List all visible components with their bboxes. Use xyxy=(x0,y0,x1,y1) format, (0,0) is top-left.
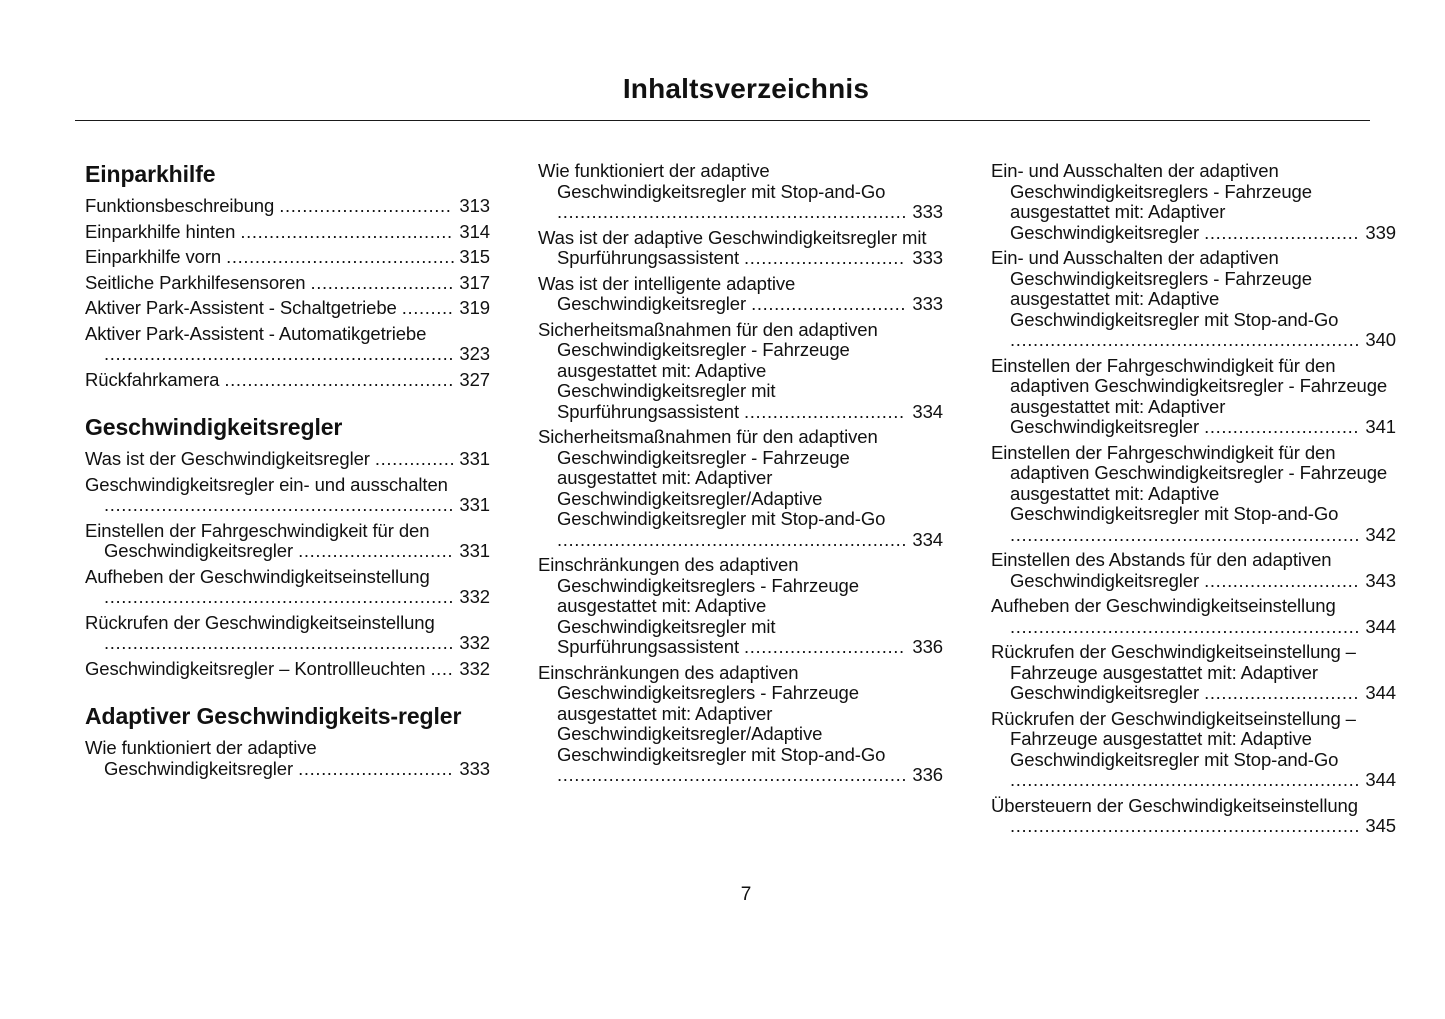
dot-leader: ............................................................. xyxy=(1010,523,1361,545)
dot-leader: ........................... xyxy=(751,293,907,314)
toc-entry xyxy=(538,554,943,658)
dot-leader: ............................................................. xyxy=(557,764,908,785)
dot-leader: ............................................................. xyxy=(1010,329,1361,350)
toc-entry xyxy=(85,448,490,470)
toc-entry xyxy=(991,707,1396,791)
entry-title: Ein- und Ausschalten der adaptiven Geschwindigkeitsreglers - Fahrzeuge ausgestattet mit: Adaptiver Geschwindigkeitsregler xyxy=(991,160,1312,243)
dot-leader: ........................... xyxy=(1204,221,1360,243)
toc-entry xyxy=(85,220,490,243)
entry-page-number: 331 xyxy=(459,494,490,515)
entry-page-number: 331 xyxy=(459,540,490,561)
entry-page-number: 317 xyxy=(459,271,490,293)
entry-page-number: 340 xyxy=(1365,329,1396,350)
toc-entry xyxy=(85,611,490,654)
entry-title: Sicherheitsmaßnahmen für den adaptiven Geschwindigkeitsregler - Fahrzeuge ausgestattet mit: Adaptiver Geschwindigkeitsregler/Adaptive Geschwindigkeitsregler mit Stop-and-Go xyxy=(538,426,886,529)
dot-leader: ............................ xyxy=(744,636,905,657)
dot-leader: ........................................ xyxy=(226,246,456,267)
dot-leader: ........................... xyxy=(298,540,454,561)
toc-entry xyxy=(538,160,943,223)
dot-leader: ............................................................. xyxy=(557,528,908,550)
dot-leader: ........................... xyxy=(298,757,454,779)
entry-title: Sicherheitsmaßnahmen für den adaptiven Geschwindigkeitsregler - Fahrzeuge ausgestattet mit: Adaptive Geschwindigkeitsregler mit Spurführungsassistent xyxy=(538,318,878,422)
dot-leader: ........................... xyxy=(1204,682,1360,703)
dot-leader: ............................................................. xyxy=(1010,815,1361,836)
toc-entry xyxy=(85,246,490,268)
toc-entry xyxy=(85,519,490,562)
toc-entry xyxy=(991,441,1396,546)
entry-page-number: 332 xyxy=(459,632,490,653)
entry-page-number: 313 xyxy=(459,195,490,216)
entry-page-number: 336 xyxy=(912,636,943,657)
entry-title: Geschwindigkeitsregler ein- und ausschalten xyxy=(85,473,448,495)
dot-leader: ............................................................. xyxy=(1010,615,1361,637)
entry-page-number: 344 xyxy=(1365,682,1396,703)
entry-page-number: 334 xyxy=(912,400,943,422)
entry-title: Einparkhilfe vorn xyxy=(85,246,222,267)
section-heading: Adaptiver Geschwindigkeits-regler xyxy=(85,703,462,729)
entry-title: Was ist der Geschwindigkeitsregler xyxy=(85,448,370,469)
entry-page-number: 345 xyxy=(1365,815,1396,836)
toc-entry xyxy=(85,473,490,516)
entry-page-number: 332 xyxy=(459,586,490,607)
toc-entry xyxy=(538,318,943,423)
dot-leader: ............................................................. xyxy=(557,201,908,222)
dot-leader: .... xyxy=(430,657,454,679)
toc-column-3 xyxy=(991,161,1396,842)
entry-page-number: 339 xyxy=(1365,221,1396,243)
entry-title: Übersteuern der Geschwindigkeitseinstellung xyxy=(991,794,1358,816)
toc-entry xyxy=(85,271,490,294)
toc-entry xyxy=(538,272,943,315)
page-title: Inhaltsverzeichnis xyxy=(622,73,870,104)
entry-title: Einparkhilfe hinten xyxy=(85,220,236,242)
toc-column-2 xyxy=(538,161,943,842)
entry-page-number: 333 xyxy=(912,293,943,314)
dot-leader: .............. xyxy=(374,448,456,469)
toc-entry xyxy=(991,794,1396,837)
toc-entry xyxy=(991,595,1396,637)
entry-title: Einschränkungen des adaptiven Geschwindigkeitsreglers - Fahrzeuge ausgestattet mit: Adaptive Geschwindigkeitsregler mit Spurführungsassistent xyxy=(538,554,859,657)
dot-leader: ............................................................. xyxy=(104,343,455,364)
entry-title: Einstellen der Fahrgeschwindigkeit für den adaptiven Geschwindigkeitsregler - Fahrzeuge ausgestattet mit: Adaptive Geschwindigkeitsregler mit Stop-and-Go xyxy=(991,441,1388,524)
entry-title: Rückrufen der Geschwindigkeitseinstellung – Fahrzeuge ausgestattet mit: Adaptiver Geschwindigkeitsregler xyxy=(991,641,1356,703)
section-heading: Einparkhilfe xyxy=(85,161,216,187)
entry-page-number: 341 xyxy=(1365,416,1396,437)
toc-entry xyxy=(538,226,943,269)
entry-title: Ein- und Ausschalten der adaptiven Geschwindigkeitsreglers - Fahrzeuge ausgestattet mit: Adaptive Geschwindigkeitsregler mit Stop-and-Go xyxy=(991,247,1339,330)
entry-title: Aktiver Park-Assistent - Automatikgetriebe xyxy=(85,322,427,344)
dot-leader: ............................ xyxy=(744,247,905,268)
entry-title: Einstellen der Fahrgeschwindigkeit für den Geschwindigkeitsregler xyxy=(85,519,430,561)
entry-title: Was ist der intelligente adaptive Geschwindigkeitsregler xyxy=(538,272,796,314)
toc-entry xyxy=(991,641,1396,704)
title-divider xyxy=(75,120,1370,121)
page-number: 7 xyxy=(740,884,752,905)
entry-page-number: 323 xyxy=(459,343,490,364)
dot-leader: ............................................................. xyxy=(104,632,455,653)
toc-columns xyxy=(85,161,1407,842)
entry-page-number: 336 xyxy=(912,764,943,785)
entry-title: Seitliche Parkhilfesensoren xyxy=(85,271,306,293)
toc-entry xyxy=(85,657,490,680)
dot-leader: ........................................ xyxy=(224,368,454,390)
entry-page-number: 319 xyxy=(459,297,490,318)
entry-title: Rückfahrkamera xyxy=(85,368,220,390)
dot-leader: ............................................................. xyxy=(1010,769,1361,790)
entry-page-number: 342 xyxy=(1365,523,1396,545)
toc-entry xyxy=(991,247,1396,351)
dot-leader: ..................................... xyxy=(240,220,453,242)
toc-entry xyxy=(991,160,1396,243)
toc-entry xyxy=(991,549,1396,591)
entry-title: Einstellen der Fahrgeschwindigkeit für den adaptiven Geschwindigkeitsregler - Fahrzeuge ausgestattet mit: Adaptiver Geschwindigkeitsregler xyxy=(991,354,1388,437)
dot-leader: ............................ xyxy=(744,400,905,422)
dot-leader: ........................... xyxy=(1204,416,1360,437)
section-heading: Geschwindigkeitsregler xyxy=(85,414,343,440)
entry-page-number: 327 xyxy=(459,368,490,390)
dot-leader: .............................. xyxy=(279,195,452,216)
entry-page-number: 333 xyxy=(459,757,490,779)
entry-page-number: 331 xyxy=(459,448,490,469)
entry-title: Einschränkungen des adaptiven Geschwindigkeitsreglers - Fahrzeuge ausgestattet mit: Adaptiver Geschwindigkeitsregler/Adaptive Geschwindigkeitsregler mit Stop-and-Go xyxy=(538,661,886,765)
entry-title: Einstellen des Abstands für den adaptiven Geschwindigkeitsregler xyxy=(991,549,1332,591)
entry-title: Aufheben der Geschwindigkeitseinstellung xyxy=(991,595,1336,616)
entry-title: Rückrufen der Geschwindigkeitseinstellung xyxy=(85,611,435,633)
entry-page-number: 314 xyxy=(459,220,490,242)
entry-title: Rückrufen der Geschwindigkeitseinstellung – Fahrzeuge ausgestattet mit: Adaptive Geschwindigkeitsregler mit Stop-and-Go xyxy=(991,707,1356,770)
entry-page-number: 333 xyxy=(912,201,943,222)
toc-entry xyxy=(85,368,490,391)
dot-leader: ........................... xyxy=(1204,569,1360,591)
entry-page-number: 332 xyxy=(459,657,490,679)
entry-title: Geschwindigkeitsregler – Kontrollleuchten xyxy=(85,657,426,679)
toc-entry xyxy=(85,322,490,365)
entry-page-number: 334 xyxy=(912,528,943,550)
entry-title: Was ist der adaptive Geschwindigkeitsregler mit Spurführungsassistent xyxy=(538,226,927,268)
entry-page-number: 343 xyxy=(1365,569,1396,591)
entry-title: Wie funktioniert der adaptive Geschwindigkeitsregler mit Stop-and-Go xyxy=(538,160,886,202)
entry-page-number: 344 xyxy=(1365,769,1396,790)
entry-page-number: 315 xyxy=(459,246,490,267)
entry-title: Wie funktioniert der adaptive Geschwindigkeitsregler xyxy=(85,737,317,779)
entry-title: Funktionsbeschreibung xyxy=(85,195,275,216)
entry-title: Aufheben der Geschwindigkeitseinstellung xyxy=(85,565,430,587)
toc-entry xyxy=(85,297,490,319)
entry-page-number: 344 xyxy=(1365,615,1396,637)
toc-entry xyxy=(991,354,1396,438)
entry-title: Aktiver Park-Assistent - Schaltgetriebe xyxy=(85,297,397,318)
toc-entry xyxy=(85,195,490,217)
entry-page-number: 333 xyxy=(912,247,943,268)
toc-entry xyxy=(538,426,943,550)
dot-leader: ......................... xyxy=(310,271,454,293)
dot-leader: ......... xyxy=(401,297,454,318)
toc-entry xyxy=(85,737,490,779)
toc-column-1 xyxy=(85,161,490,842)
toc-entry xyxy=(538,661,943,786)
dot-leader: ............................................................. xyxy=(104,586,455,607)
toc-entry xyxy=(85,565,490,608)
dot-leader: ............................................................. xyxy=(104,494,455,515)
